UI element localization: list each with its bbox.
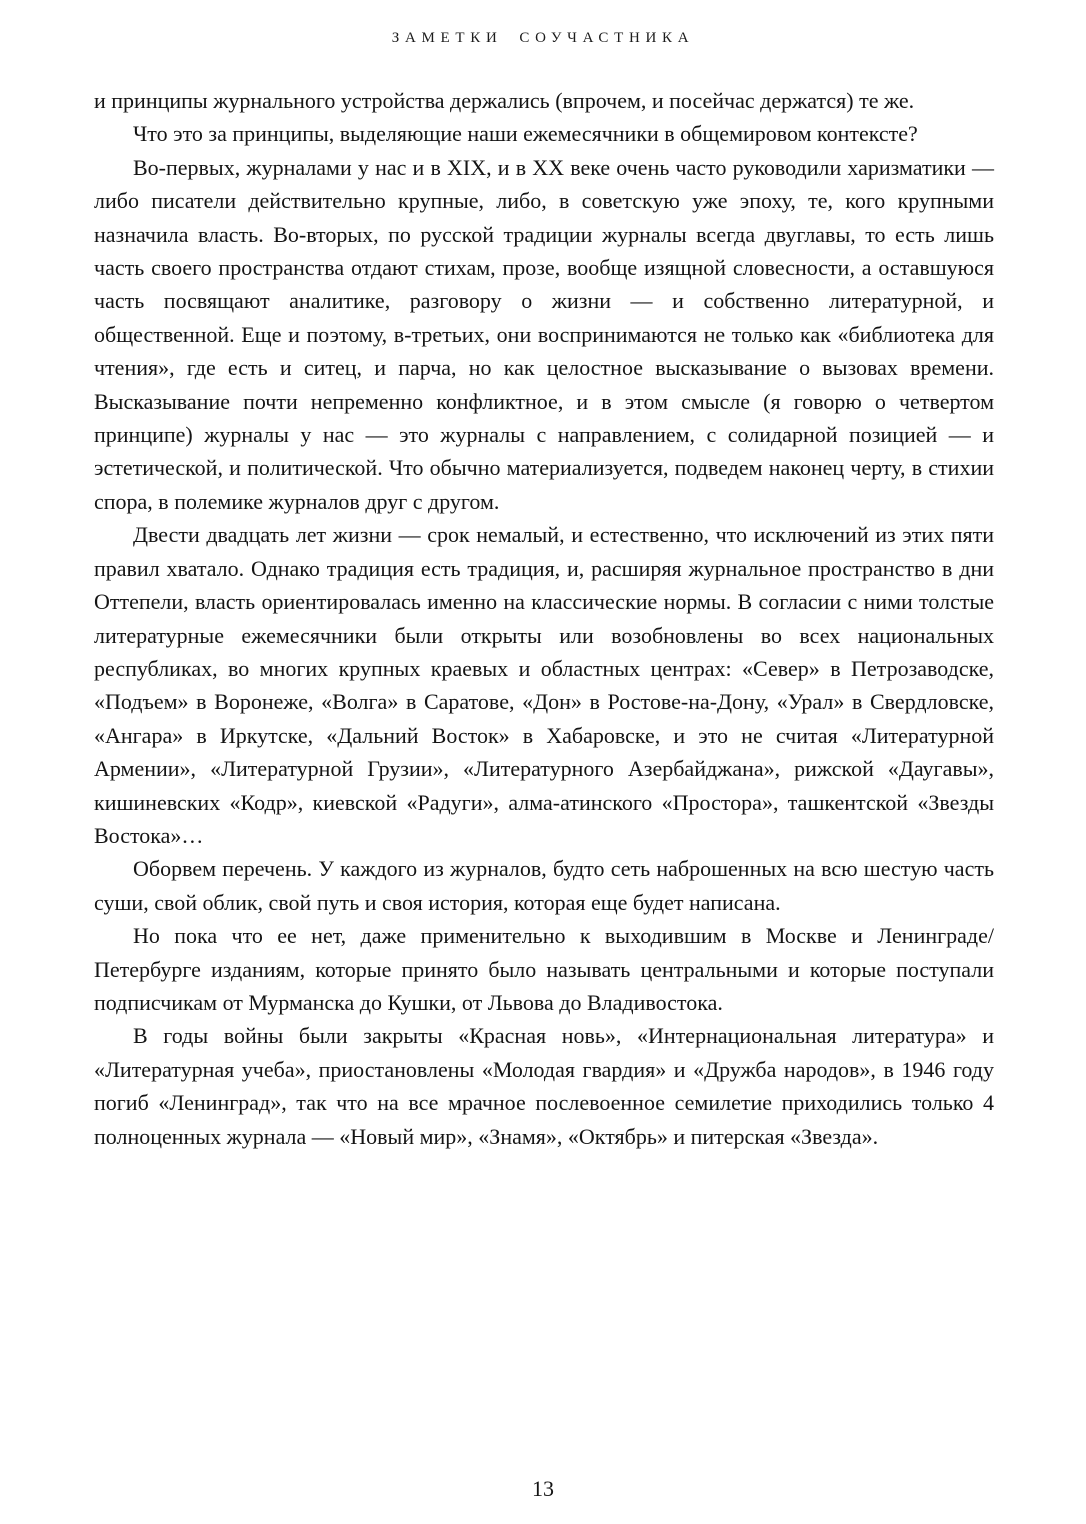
paragraph: Двести двадцать лет жизни — срок немалый, и естественно, что исключений из этих пяти правил хватало. Однако традиция есть традиция, и, расширяя журнальное пространство в дни Оттепели, власть ориентировалась именно на классические нормы. В согласии с ними толстые литературные ежемесячники были открыты или возобновлены во всех национальных республиках, во многих крупных краевых и областных центрах: «Север» в Петрозаводске, «Подъем» в Воронеже, «Волга» в Саратове, «Дон» в Ростове-на-Дону, «Урал» в Свердловске, «Ангара» в Иркутске, «Дальний Восток» в Хабаровске, и это не считая «Литературной Армении», «Литературной Грузии», «Литературного Азербайджана», рижской «Даугавы», кишиневских «Кодр», киевской «Радуги», алма-атинского «Простора», ташкентской «Звезды Востока»… xyxy=(94,522,994,848)
paragraph: В годы войны были закрыты «Красная новь», «Интернациональная литература» и «Литературная учеба», приостановлены «Молодая гвардия» и «Дружба народов», в 1946 году погиб «Ленинград», так что на все мрачное послевоенное семилетие приходились только 4 полноценных журнала — «Новый мир», «Знамя», «Октябрь» и питерская «Звезда». xyxy=(94,1023,994,1149)
running-head: ЗАМЕТКИ СОУЧАСТНИКА xyxy=(391,30,695,46)
paragraph: Во-первых, журналами у нас и в XIX, и в XX веке очень часто руководили харизматики — либо писатели действительно крупные, либо, в советскую уже эпоху, те, кого крупными назначила власть. Во-вторых, по русской традиции журналы всегда двуглавы, то есть лишь часть своего пространства отдают стихам, прозе, вообще изящной словесности, а оставшуюся часть посвящают аналитике, разговору о жизни — и собственно литературной, и общественной. Еще и поэтому, в-третьих, они воспринимаются не только как «библиотека для чтения», где есть и ситец, и парча, но как целостное высказывание о вызовах времени. Высказывание почти непременно конфликтное, и в этом смысле (я говорю о четвертом принципе) журналы у нас — это журналы с направлением, с солидарной позицией — и эстетической, и политической. Что обычно материализуется, подведем наконец черту, в стихии спора, в полемике журналов друг с другом. xyxy=(94,154,994,514)
paragraph-continuation: и принципы журнального устройства держались (впрочем, и посейчас держатся) те же. xyxy=(94,88,915,113)
paragraph: Оборвем перечень. У каждого из журналов, будто сеть наброшенных на всю шестую часть суши, свой облик, свой путь и своя история, которая еще будет написана. xyxy=(94,856,994,915)
paragraph: Что это за принципы, выделяющие наши ежемесячники в общемировом контексте? xyxy=(133,121,918,147)
page-number: 13 xyxy=(532,1476,554,1501)
page-body xyxy=(94,84,994,1153)
paragraph: Но пока что ее нет, даже применительно к выходившим в Москве и Ленинграде/Петербурге изданиям, которые принято было называть центральными и которые поступали подписчикам от Мурманска до Кушки, от Львова до Владивостока. xyxy=(94,923,994,1015)
